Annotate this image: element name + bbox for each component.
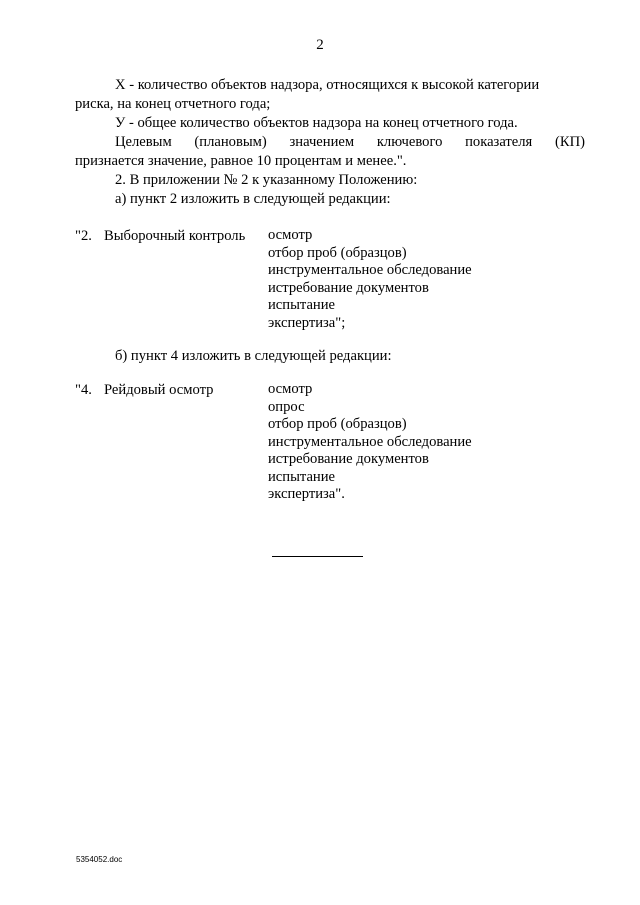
table-b-actions: [268, 381, 472, 504]
table-a-title: Выборочный контроль: [104, 228, 246, 244]
table-b-action: испытание: [268, 468, 336, 485]
table-b-number: "4.: [75, 382, 92, 398]
table-b-title: Рейдовый осмотр: [104, 382, 214, 398]
page-number: 2: [316, 37, 324, 53]
table-a-actions: [268, 227, 472, 332]
paragraph-x-definition-line1: Х - количество объектов надзора, относящихся к высокой категории: [115, 77, 540, 93]
table-a-number: "2.: [75, 228, 92, 244]
table-a-action: экспертиза";: [268, 314, 346, 331]
table-b-action: осмотр: [268, 381, 313, 397]
paragraph-y-definition: У - общее количество объектов надзора на конец отчетного года.: [115, 115, 518, 131]
table-b-action: опрос: [268, 398, 305, 415]
table-a-action: истребование документов: [268, 279, 429, 296]
paragraph-item-a: а) пункт 2 изложить в следующей редакции:: [115, 191, 391, 207]
table-a-action: испытание: [268, 297, 336, 313]
paragraph-item-b: б) пункт 4 изложить в следующей редакции:: [115, 348, 392, 364]
table-b-action: экспертиза".: [268, 486, 345, 502]
table-b-action: отбор проб (образцов): [268, 416, 407, 432]
table-a-action: осмотр: [268, 227, 313, 243]
footer-filename: 5354052.doc: [76, 855, 123, 864]
table-a-action: инструментальное обследование: [268, 262, 472, 278]
table-b-action: истребование документов: [268, 451, 429, 467]
paragraph-item-2-intro: 2. В приложении № 2 к указанному Положению:: [115, 172, 418, 188]
paragraph-x-definition-line2: риска, на конец отчетного года;: [75, 96, 271, 112]
table-b-action: инструментальное обследование: [268, 433, 472, 450]
paragraph-target-line2: признается значение, равное 10 процентам и менее.".: [75, 153, 407, 169]
paragraph-target-line1: Целевым (плановым) значением ключевого показателя (КП): [115, 134, 585, 150]
table-a-action: отбор проб (образцов): [268, 244, 407, 261]
end-separator-line: [272, 556, 363, 557]
